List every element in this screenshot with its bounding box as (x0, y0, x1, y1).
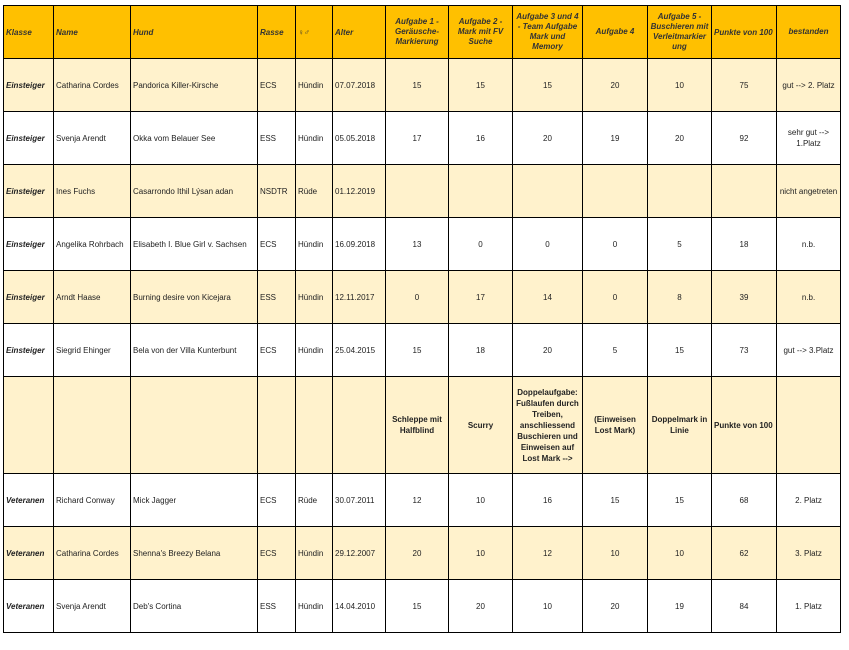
vet-aufgabe-1: Schleppe mit Halfblind (386, 377, 449, 474)
cell-klasse: Einsteiger (4, 112, 54, 165)
cell-klasse: Veteranen (4, 474, 54, 527)
header-row (4, 6, 841, 59)
cell-punkte: 39 (712, 271, 777, 324)
cell-alter: 25.04.2015 (333, 324, 386, 377)
col-punkte: Punkte von 100 (712, 6, 777, 59)
col-klasse: Klasse (4, 6, 54, 59)
cell-punkte (712, 165, 777, 218)
cell-a3: 15 (513, 59, 583, 112)
cell-a1: 15 (386, 324, 449, 377)
cell-rasse: ESS (258, 580, 296, 633)
cell-name: Richard Conway (54, 474, 131, 527)
cell-punkte: 75 (712, 59, 777, 112)
cell-a4: 0 (583, 271, 648, 324)
cell-bestanden: gut --> 3.Platz (777, 324, 841, 377)
cell-hund: Mick Jagger (131, 474, 258, 527)
cell-name: Arndt Haase (54, 271, 131, 324)
cell-klasse: Einsteiger (4, 59, 54, 112)
cell-hund: Okka vom Belauer See (131, 112, 258, 165)
cell-rasse: NSDTR (258, 165, 296, 218)
cell-alter: 05.05.2018 (333, 112, 386, 165)
col-bestanden: bestanden (777, 6, 841, 59)
cell-geschlecht: Rüde (296, 165, 333, 218)
cell-hund: Elisabeth I. Blue Girl v. Sachsen (131, 218, 258, 271)
cell-klasse: Veteranen (4, 580, 54, 633)
cell-geschlecht: Rüde (296, 474, 333, 527)
cell-alter: 16.09.2018 (333, 218, 386, 271)
col-geschlecht-icon: ♀♂ (296, 6, 333, 59)
table-row (4, 112, 841, 165)
cell-klasse: Einsteiger (4, 218, 54, 271)
cell-a4 (583, 165, 648, 218)
cell-a1: 0 (386, 271, 449, 324)
cell-punkte: 92 (712, 112, 777, 165)
cell-bestanden: 2. Platz (777, 474, 841, 527)
cell-hund: Deb's Cortina (131, 580, 258, 633)
cell-a2: 0 (449, 218, 513, 271)
cell-rasse: ECS (258, 59, 296, 112)
cell-a2 (449, 165, 513, 218)
cell-punkte: 62 (712, 527, 777, 580)
cell-a1: 13 (386, 218, 449, 271)
cell-rasse: ESS (258, 271, 296, 324)
cell-geschlecht: Hündin (296, 59, 333, 112)
cell-a4: 20 (583, 59, 648, 112)
cell-klasse: Einsteiger (4, 165, 54, 218)
table-row (4, 59, 841, 112)
cell-name: Svenja Arendt (54, 580, 131, 633)
cell-geschlecht: Hündin (296, 324, 333, 377)
cell-geschlecht: Hündin (296, 580, 333, 633)
vet-aufgabe-3: Doppelaufgabe: Fußlaufen durch Treiben, anschliessend Buschieren und Einweisen auf Lost Mark --> (513, 377, 583, 474)
cell-geschlecht: Hündin (296, 112, 333, 165)
cell-a5: 15 (648, 324, 712, 377)
vet-punkte: Punkte von 100 (712, 377, 777, 474)
cell-a4: 10 (583, 527, 648, 580)
cell-bestanden: sehr gut --> 1.Platz (777, 112, 841, 165)
cell-punkte: 73 (712, 324, 777, 377)
cell-a1: 20 (386, 527, 449, 580)
results-table (3, 5, 841, 633)
cell-a2: 10 (449, 474, 513, 527)
table-row (4, 527, 841, 580)
col-aufgabe-2: Aufgabe 2 - Mark mit FV Suche (449, 6, 513, 59)
vet-aufgabe-2: Scurry (449, 377, 513, 474)
cell-bestanden: 3. Platz (777, 527, 841, 580)
col-rasse: Rasse (258, 6, 296, 59)
cell-name: Siegrid Ehinger (54, 324, 131, 377)
cell-a3: 10 (513, 580, 583, 633)
cell-rasse: ECS (258, 474, 296, 527)
cell-a5: 15 (648, 474, 712, 527)
cell-alter: 12.11.2017 (333, 271, 386, 324)
col-alter: Alter (333, 6, 386, 59)
vet-aufgabe-5: Doppelmark in Linie (648, 377, 712, 474)
cell-alter: 07.07.2018 (333, 59, 386, 112)
cell-bestanden: nicht angetreten (777, 165, 841, 218)
cell-a1: 17 (386, 112, 449, 165)
cell-a5: 5 (648, 218, 712, 271)
cell-a5: 8 (648, 271, 712, 324)
cell-a4: 15 (583, 474, 648, 527)
cell-a5: 10 (648, 527, 712, 580)
table-row (4, 271, 841, 324)
cell-rasse: ECS (258, 324, 296, 377)
cell-punkte: 84 (712, 580, 777, 633)
vet-aufgabe-4: (Einweisen Lost Mark) (583, 377, 648, 474)
cell-klasse: Veteranen (4, 527, 54, 580)
table-row (4, 580, 841, 633)
cell-rasse: ECS (258, 218, 296, 271)
cell-alter: 29.12.2007 (333, 527, 386, 580)
cell-a3: 20 (513, 324, 583, 377)
cell-a3: 20 (513, 112, 583, 165)
cell-geschlecht: Hündin (296, 218, 333, 271)
cell-a3: 0 (513, 218, 583, 271)
cell-rasse: ESS (258, 112, 296, 165)
cell-a2: 10 (449, 527, 513, 580)
cell-a3: 16 (513, 474, 583, 527)
cell-klasse: Einsteiger (4, 271, 54, 324)
cell-a3: 14 (513, 271, 583, 324)
cell-name: Catharina Cordes (54, 59, 131, 112)
table-row (4, 218, 841, 271)
cell-klasse: Einsteiger (4, 324, 54, 377)
col-hund: Hund (131, 6, 258, 59)
cell-alter: 01.12.2019 (333, 165, 386, 218)
cell-a5 (648, 165, 712, 218)
cell-hund: Shenna's Breezy Belana (131, 527, 258, 580)
cell-a1: 15 (386, 580, 449, 633)
table-row (4, 474, 841, 527)
cell-name: Catharina Cordes (54, 527, 131, 580)
cell-hund: Casarrondo Ithil Lýsan adan (131, 165, 258, 218)
cell-a1: 12 (386, 474, 449, 527)
veteranen-subheader-row (4, 377, 841, 474)
cell-bestanden: 1. Platz (777, 580, 841, 633)
cell-bestanden: gut --> 2. Platz (777, 59, 841, 112)
cell-a4: 5 (583, 324, 648, 377)
cell-a4: 0 (583, 218, 648, 271)
cell-geschlecht: Hündin (296, 271, 333, 324)
cell-bestanden: n.b. (777, 218, 841, 271)
cell-name: Ines Fuchs (54, 165, 131, 218)
cell-a4: 20 (583, 580, 648, 633)
cell-hund: Bela von der Villa Kunterbunt (131, 324, 258, 377)
cell-a2: 18 (449, 324, 513, 377)
table-row (4, 324, 841, 377)
cell-punkte: 18 (712, 218, 777, 271)
col-aufgabe-1: Aufgabe 1 - Geräusche-Markierung (386, 6, 449, 59)
cell-hund: Pandorica Killer-Kirsche (131, 59, 258, 112)
cell-a2: 16 (449, 112, 513, 165)
cell-a5: 20 (648, 112, 712, 165)
table-row (4, 165, 841, 218)
cell-bestanden: n.b. (777, 271, 841, 324)
col-aufgabe-5: Aufgabe 5 - Buschieren mit Verleitmarkier ung (648, 6, 712, 59)
cell-a3: 12 (513, 527, 583, 580)
col-name: Name (54, 6, 131, 59)
cell-a2: 15 (449, 59, 513, 112)
cell-name: Svenja Arendt (54, 112, 131, 165)
cell-a2: 17 (449, 271, 513, 324)
cell-hund: Burning desire von Kicejara (131, 271, 258, 324)
col-aufgabe-4: Aufgabe 4 (583, 6, 648, 59)
cell-punkte: 68 (712, 474, 777, 527)
cell-alter: 30.07.2011 (333, 474, 386, 527)
cell-alter: 14.04.2010 (333, 580, 386, 633)
cell-a3 (513, 165, 583, 218)
cell-name: Angelika Rohrbach (54, 218, 131, 271)
cell-a4: 19 (583, 112, 648, 165)
cell-a5: 19 (648, 580, 712, 633)
cell-a2: 20 (449, 580, 513, 633)
cell-a5: 10 (648, 59, 712, 112)
cell-geschlecht: Hündin (296, 527, 333, 580)
col-aufgabe-3: Aufgabe 3 und 4 - Team Aufgabe Mark und Memory (513, 6, 583, 59)
cell-rasse: ECS (258, 527, 296, 580)
cell-a1: 15 (386, 59, 449, 112)
cell-a1 (386, 165, 449, 218)
